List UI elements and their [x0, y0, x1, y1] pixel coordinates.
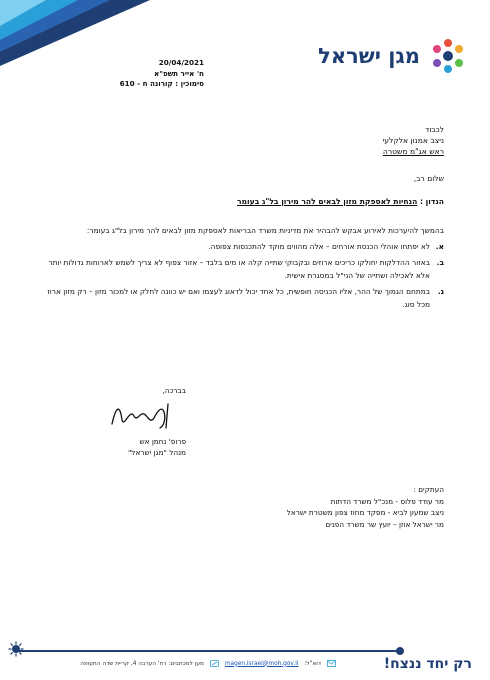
copy-recipient: ניצב שמעון לביא - מפקד מחוז צפון משטרת ישראל — [286, 508, 444, 517]
pen-icon — [210, 660, 219, 667]
letter-body — [44, 224, 444, 311]
signer-name: פרופ' נחמן אש — [139, 437, 186, 446]
document-meta — [44, 58, 204, 90]
recipient-block — [204, 124, 444, 157]
logo-emblem-icon — [428, 36, 468, 76]
mailing-address: מען למכתבים: רח' הערבה 4, קריית שדה התעופה — [80, 660, 204, 667]
logo-name: מגן ישראל — [318, 44, 420, 68]
list-item — [44, 285, 444, 311]
logo — [318, 36, 468, 76]
recipient-name: ניצב אמנון אלקלעי — [382, 136, 444, 145]
closing: בברכה, — [162, 386, 186, 395]
list-item-number: ב. — [436, 258, 444, 267]
copy-recipient: מר עודד פלוס - מנכ"ל משרד הדתות — [330, 496, 444, 506]
list-item — [44, 256, 444, 282]
signature-block — [66, 385, 186, 458]
handwritten-signature — [106, 398, 176, 432]
list-item-text: במתחם הגמוך של ההר, אליו הכניסה חופשית, כל אחד יכול לדאוג לעצמו ואם יש כוונה לחלק או למכור מזון – רק מזון ארוז מכל סוג. — [47, 287, 430, 309]
subject-line — [44, 197, 444, 206]
subject-label: הנדון : — [419, 197, 444, 206]
subject-text: הנחיות לאספקת מזון לבאים להר מירון בל"ג בעומר — [236, 197, 418, 206]
list-item-number: א. — [435, 242, 444, 251]
footer-contact — [16, 660, 336, 667]
email-link[interactable]: magen.israel@moh.gov.il — [224, 660, 299, 667]
corner-graphic — [0, 0, 150, 66]
recipient-title: ראש אג"מ משטרה — [382, 147, 444, 156]
copies-block — [184, 484, 444, 530]
list-item — [44, 240, 444, 253]
date: 20/04/2021 — [158, 58, 204, 67]
body-intro: בהמשך להיערכות לאירוע אבקש להבהיר את מדיניות משרד הבריאות לאספקת מזון לבאים להר מירון בל"ג בעומר: — [86, 226, 444, 235]
recipient-salutation: לכבוד — [425, 125, 444, 134]
reference-number: סימוכין : קורונה ח - 610 — [119, 79, 204, 88]
greeting: שלום רב, — [413, 174, 444, 183]
signer-title: מנהל "מגן ישראל" — [127, 448, 186, 457]
hebrew-date: ח' אייר תשפ"א — [153, 68, 204, 78]
copies-header: העתקים : — [413, 485, 444, 494]
email-label: דוא"ל: — [304, 660, 321, 667]
list-item-text: לא יפתחו אוהלי הכנסת אורחים – אלה מהווים מוקד להתכנסות צפופה. — [208, 242, 430, 251]
copy-recipient: מר ישראל אוזן – יועץ שר משרד הפנים — [325, 519, 444, 529]
list-item-text: באזור ההדלקות יחולקו כריכים ארוזים ובקבוקי שתייה קלה או מים בלבד – אזור צפוף לא צריך לשמש לארוחות גדולות יותר אלא לאכילה ושתייה של הני"ל במסגרת אישית. — [48, 258, 430, 280]
footer-divider — [18, 650, 398, 652]
virus-icon — [8, 641, 24, 657]
footer-slogan: רק יחד ננצח! — [383, 656, 472, 672]
mail-icon — [327, 660, 336, 667]
list-item-number: ג. — [437, 287, 444, 296]
